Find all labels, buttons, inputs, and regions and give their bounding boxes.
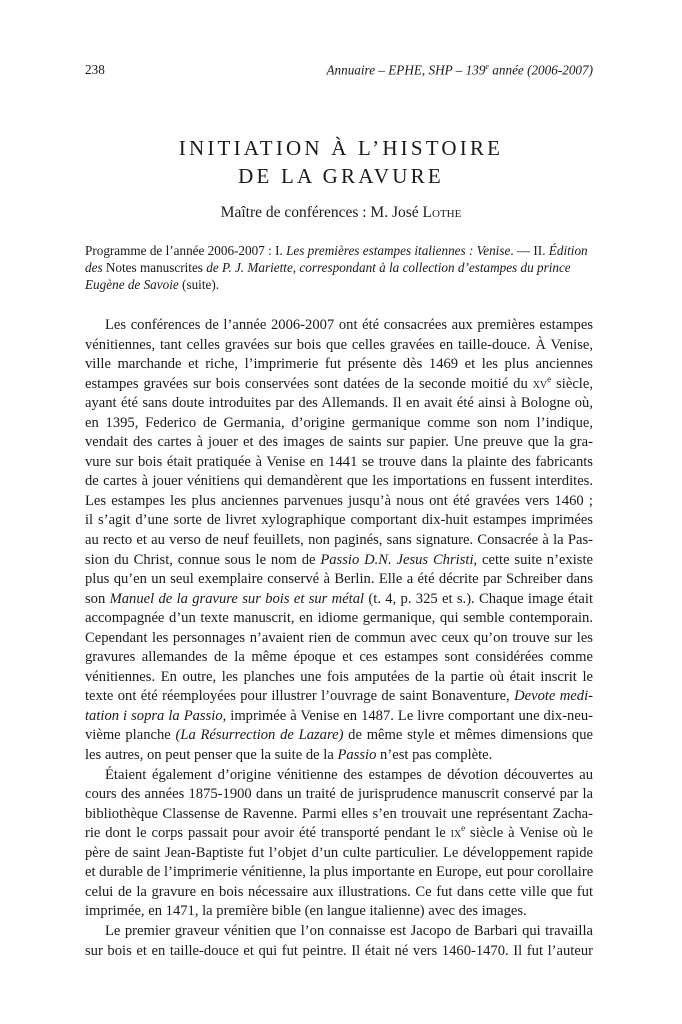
- paragraph-1: [85, 316, 593, 766]
- page-header: [85, 62, 593, 80]
- work-title: tation i sopra la Passio: [85, 707, 223, 724]
- body-line-text: rie dont le corps passait pour avoir été transporté pendant le: [85, 825, 451, 842]
- programme-text-1: Programme de l’année 2006-2007 : I.: [85, 243, 287, 258]
- body-line: et durable de l’imprimerie vénitienne, la plus importante en Europe, eut pour corollaire: [85, 864, 594, 881]
- body-line: de cartes à jouer vénitiens qui demandèrent que les importations en fussent interdites.: [85, 473, 593, 490]
- running-head-superscript: e: [485, 62, 489, 71]
- body-line-text: son: [85, 590, 110, 607]
- programme-text-4: Édition des: [85, 243, 588, 275]
- body-line: [85, 375, 593, 395]
- body-line: [85, 590, 593, 610]
- body-line: gravures allemandes de la même époque et ces estampes sont considérées comme: [85, 649, 593, 666]
- body-line-text: vième planche: [85, 727, 176, 744]
- body-line: en 1395, Federico de Germania, d’origine germanique comme son nom l’indique,: [85, 414, 593, 431]
- lecturer-prefix: Maître de conférences : M. José: [220, 204, 423, 221]
- body-line: cours des années 1875-1900 dans un traité de jurisprudence manuscrit conservé par la: [85, 786, 593, 803]
- body-line: Cependant les personnages n’avaient rien de commun avec ceux qu’on trouve sur les: [85, 629, 593, 646]
- body-line-text: , cette suite n’existe: [473, 551, 593, 568]
- body-line-text: n’est pas complète.: [376, 747, 493, 764]
- running-head-text: Annuaire – EPHE, SHP – 139: [326, 62, 486, 78]
- body-line-text: siècle à Venise où le: [465, 825, 593, 842]
- body-line: au recto et au verso de neuf feuillets, non paginés, sans signature. Consacrée à la Pas-: [85, 532, 593, 549]
- lecturer-surname: Lothe: [422, 204, 462, 221]
- body-line-text: les autres, on peut penser que la suite de la: [85, 747, 338, 764]
- work-title: (La Résurrection de Lazare): [175, 727, 344, 744]
- body-line: père de saint Jean-Baptiste fut l’objet d’un culte particulier. Le développement rapide: [85, 844, 593, 861]
- body-line-text: texte ont été réemployées pour illustrer l’ouvrage de saint Bonaventure,: [85, 688, 515, 705]
- body-line: Les conférences de l’année 2006-2007 ont été consacrées aux premières estampes: [105, 317, 593, 333]
- body-line: [85, 707, 593, 727]
- body-text: [85, 316, 593, 961]
- running-head-tail: année (2006-2007): [488, 62, 593, 78]
- body-line: ayant été sans doute introduites par des Allemands. Il en avait été ainsi à Bologne où,: [85, 395, 593, 412]
- body-line-text: , imprimée à Venise en 1487. Le livre comportant une dix-neu-: [222, 707, 593, 724]
- page-number: 238: [85, 62, 105, 77]
- lecturer-line: [0, 204, 682, 222]
- century-numeral: xv: [532, 375, 548, 392]
- body-line: vénitiennes, tant celles gravées sur bois que celles gravées en taille-douce. À Venise,: [85, 336, 593, 353]
- body-line-text: de même style et mêmes dimensions que: [343, 727, 593, 744]
- work-title: Passio: [337, 747, 377, 764]
- body-line: celui de la gravure en bois nécessaire aux illustrations. Ce fut dans cette ville que fut: [85, 883, 593, 900]
- page-title: [0, 134, 682, 190]
- programme-text-6: de P. J. Mariette, correspondant à la collection d’estampes du prince Eugène de Savoie: [85, 260, 571, 292]
- body-line: plus qu’en un seul exemplaire conservé à Berlin. Elle a été décrite par Schreiber dans: [85, 571, 593, 588]
- programme-text-7: (suite).: [178, 277, 220, 292]
- body-line-text: sion du Christ, connue sous le nom de: [85, 551, 321, 568]
- century-superscript: e: [461, 823, 466, 834]
- body-line: sur bois et en taille-douce et qui fut peintre. Il était né vers 1460-1470. Il fut l’auteur: [85, 942, 593, 959]
- programme-text-3: . — II.: [510, 243, 549, 258]
- body-line-text: estampes gravées sur bois conservées sont datées de la seconde moitié du: [85, 375, 533, 392]
- work-title: Manuel de la gravure sur bois et sur métal: [109, 590, 365, 607]
- running-head: [326, 62, 593, 78]
- body-line: Étaient également d’origine vénitienne des estampes de dévotion découvertes au: [105, 766, 593, 783]
- body-line: Les estampes les plus anciennes parvenues jusqu’à nous ont été gravées vers 1460 ;: [85, 492, 593, 509]
- body-line: imprimée, en 1471, la première bible (en langue italienne) avec des images.: [85, 903, 527, 920]
- body-line: accompagnée d’un texte manuscrit, en idiome germanique, qui semble contemporain.: [85, 610, 593, 627]
- body-line: [85, 746, 593, 766]
- programme-text-2: Les premières estampes italiennes : Venise: [286, 243, 511, 258]
- body-line: vure sur bois était pratiquée à Venise en 1441 se trouve dans la plainte des fabricants: [85, 453, 593, 470]
- paragraph-2: [85, 766, 593, 922]
- century-superscript: e: [547, 373, 552, 384]
- century-numeral: ix: [450, 825, 462, 842]
- paragraph-3: [85, 922, 593, 961]
- title-line-1: INITIATION À L’HISTOIRE: [178, 136, 504, 160]
- work-title: Devote medi-: [514, 688, 593, 705]
- body-line: il s’agit d’une sorte de livret xylographique comportant dix-huit estampes imprimées: [85, 512, 593, 529]
- body-line: bibliothèque Classense de Ravenne. Parmi elles s’en trouvait une représentant Zacha-: [85, 805, 593, 822]
- programme-note: [85, 242, 593, 293]
- body-line: vénitiennes. En outre, les planches une fois amputées de la partie où était inscrit le: [85, 668, 593, 685]
- body-line: [85, 687, 593, 707]
- work-title: Passio D.N. Jesus Christi: [320, 551, 474, 568]
- body-line: [85, 824, 593, 844]
- body-line-text: (t. 4, p. 325 et s.). Chaque image était: [364, 590, 594, 607]
- body-line-text: siècle,: [551, 375, 593, 392]
- title-line-2: DE LA GRAVURE: [238, 164, 444, 188]
- programme-text-5: Notes manuscrites: [102, 260, 207, 275]
- body-line: [85, 551, 593, 571]
- body-line: ville marchande et riche, l’imprimerie fut présente dès 1469 et les plus anciennes: [85, 356, 593, 373]
- body-line: Le premier graveur vénitien que l’on connaisse est Jacopo de Barbari qui travailla: [105, 922, 593, 939]
- body-line: [85, 726, 593, 746]
- body-line: vendait des cartes à jouer et des images de saints sur papier. Une preuve que la gra-: [85, 434, 593, 451]
